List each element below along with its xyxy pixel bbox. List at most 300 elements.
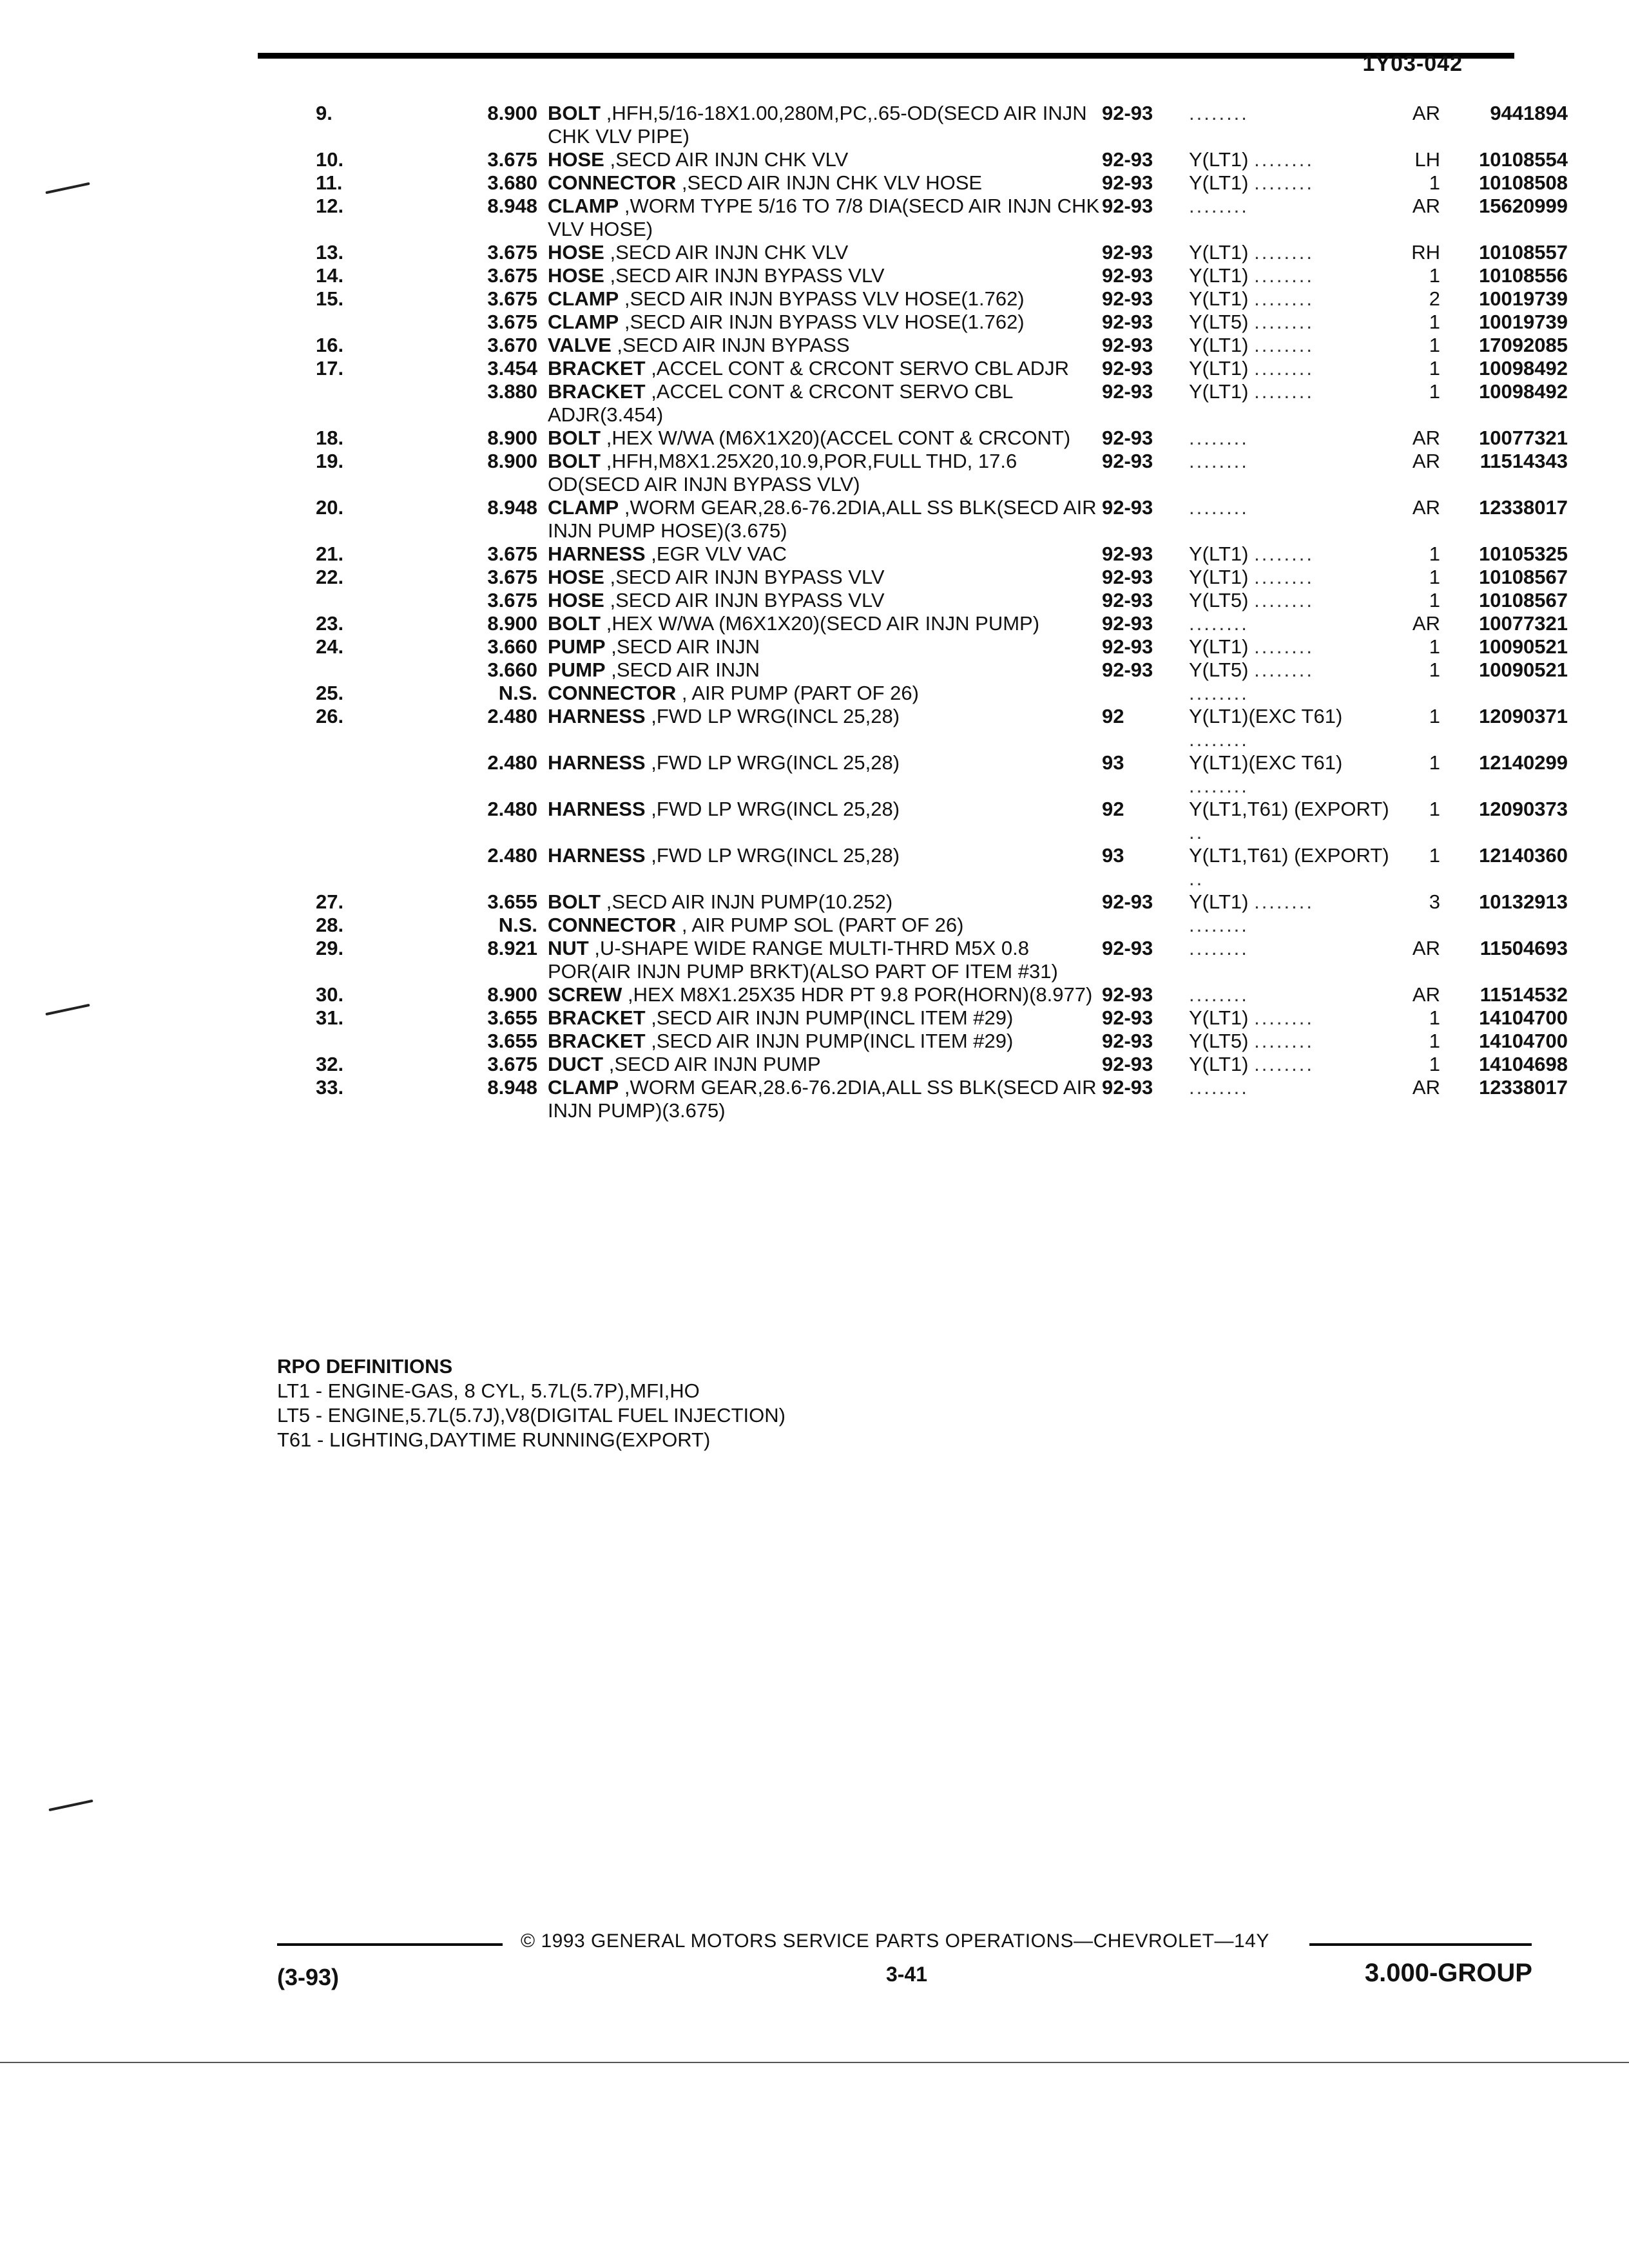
part-name: HOSE [548, 566, 604, 588]
part-detail: ,SECD AIR INJN BYPASS VLV [610, 566, 885, 588]
part-name: CLAMP [548, 496, 619, 519]
part-description [548, 496, 1102, 543]
item-number: 10. [316, 148, 344, 171]
part-name: HOSE [548, 264, 604, 287]
part-number: 10090521 [1479, 635, 1568, 658]
part-detail: ,SECD AIR INJN PUMP(INCL ITEM #29) [651, 1030, 1014, 1052]
part-row [271, 612, 1576, 635]
quantity: RH [1411, 241, 1440, 264]
part-row [271, 844, 1576, 890]
application [1189, 682, 1402, 705]
model-years: 92-93 [1102, 612, 1153, 635]
group-number: 3.675 [487, 311, 537, 333]
part-number: 15620999 [1479, 195, 1568, 217]
part-name: CLAMP [548, 195, 619, 217]
model-years: 92-93 [1102, 1030, 1153, 1052]
leader-dots: ........ [1254, 1053, 1314, 1075]
leader-dots: ........ [1254, 241, 1314, 264]
item-number: 23. [316, 612, 344, 635]
part-detail: ,SECD AIR INJN PUMP(INCL ITEM #29) [651, 1006, 1014, 1029]
quantity: 1 [1429, 334, 1440, 356]
part-number: 10019739 [1479, 287, 1568, 310]
application-code: Y(LT1) [1189, 890, 1249, 913]
model-years: 92 [1102, 798, 1124, 820]
parts-table [271, 102, 1576, 1122]
part-row [271, 496, 1576, 543]
part-description [548, 543, 1102, 566]
leader-dots: ........ [1189, 682, 1249, 704]
leader-dots: ........ [1189, 774, 1249, 797]
top-rule [258, 53, 1514, 59]
group-number: 2.480 [487, 705, 537, 727]
application [1189, 1030, 1402, 1053]
leader-dots: ........ [1254, 589, 1314, 611]
item-number: 30. [316, 983, 344, 1006]
item-number: 13. [316, 241, 344, 264]
part-number: 14104698 [1479, 1053, 1568, 1075]
part-detail: , AIR PUMP (PART OF 26) [681, 682, 919, 704]
part-row [271, 380, 1576, 427]
leader-dots: ........ [1189, 195, 1249, 217]
application-code: Y(LT1)(EXC T61) [1189, 705, 1343, 727]
application [1189, 380, 1402, 427]
quantity: 1 [1429, 635, 1440, 658]
group-number: 3.675 [487, 566, 537, 588]
footer-rule-right [1309, 1943, 1532, 1946]
part-number: 10108556 [1479, 264, 1568, 287]
application-code: Y(LT1,T61) (EXPORT) [1189, 798, 1389, 820]
model-years: 92-93 [1102, 1006, 1153, 1029]
part-description [548, 450, 1102, 496]
model-years: 92-93 [1102, 658, 1153, 681]
leader-dots: ........ [1189, 937, 1249, 959]
part-detail: ,ACCEL CONT & CRCONT SERVO CBL ADJR(3.454) [548, 380, 1013, 426]
page-code: 1Y03-042 [1362, 52, 1463, 76]
application [1189, 450, 1402, 496]
part-detail: ,FWD LP WRG(INCL 25,28) [651, 705, 900, 727]
leader-dots: ........ [1254, 1030, 1314, 1052]
part-row [271, 287, 1576, 311]
part-name: BRACKET [548, 1006, 646, 1029]
part-number: 9441894 [1490, 102, 1568, 124]
part-description [548, 612, 1102, 635]
part-row [271, 195, 1576, 241]
part-row [271, 171, 1576, 195]
part-description [548, 635, 1102, 658]
item-number: 18. [316, 427, 344, 449]
part-number: 17092085 [1479, 334, 1568, 356]
group-number: N.S. [498, 682, 537, 704]
hole-punch-mark [48, 1800, 93, 1811]
application [1189, 311, 1402, 334]
part-name: DUCT [548, 1053, 604, 1075]
part-row [271, 543, 1576, 566]
group-number: 3.675 [487, 589, 537, 611]
application [1189, 566, 1402, 589]
part-description [548, 983, 1102, 1006]
part-row [271, 798, 1576, 844]
rpo-def-lt5: LT5 - ENGINE,5.7L(5.7J),V8(DIGITAL FUEL INJECTION) [277, 1404, 786, 1427]
part-description [548, 1030, 1102, 1053]
part-description [548, 195, 1102, 241]
part-name: HARNESS [548, 751, 646, 774]
model-years: 93 [1102, 751, 1124, 774]
hole-punch-mark [45, 1004, 90, 1015]
part-name: HOSE [548, 148, 604, 171]
group-number: 3.675 [487, 148, 537, 171]
part-description [548, 171, 1102, 195]
part-number: 10105325 [1479, 543, 1568, 565]
part-detail: ,SECD AIR INJN BYPASS [617, 334, 850, 356]
part-name: BOLT [548, 612, 601, 635]
part-name: VALVE [548, 334, 612, 356]
application-code: Y(LT5) [1189, 658, 1249, 681]
part-description [548, 890, 1102, 914]
part-detail: , AIR PUMP SOL (PART OF 26) [681, 914, 964, 936]
model-years: 92-93 [1102, 890, 1153, 913]
item-number [271, 658, 354, 682]
application-code: Y(LT1) [1189, 543, 1249, 565]
application [1189, 334, 1402, 357]
model-years: 92-93 [1102, 450, 1153, 472]
model-years: 92-93 [1102, 241, 1153, 264]
part-description [548, 658, 1102, 682]
application-code: Y(LT1) [1189, 334, 1249, 356]
quantity: AR [1412, 937, 1440, 959]
quantity: AR [1412, 1076, 1440, 1099]
quantity: AR [1412, 427, 1440, 449]
part-number: 11504693 [1480, 937, 1568, 959]
quantity: 1 [1429, 798, 1440, 820]
part-name: BOLT [548, 102, 601, 124]
part-number: 14104700 [1479, 1006, 1568, 1029]
application [1189, 1076, 1402, 1122]
application [1189, 102, 1402, 148]
part-name: NUT [548, 937, 589, 959]
model-years: 92-93 [1102, 195, 1153, 217]
quantity: 1 [1429, 589, 1440, 611]
part-description [548, 380, 1102, 427]
part-description [548, 589, 1102, 612]
part-detail: ,SECD AIR INJN CHK VLV [610, 241, 849, 264]
part-row [271, 890, 1576, 914]
leader-dots: ........ [1189, 983, 1249, 1006]
group-number: 3.670 [487, 334, 537, 356]
part-detail: ,SECD AIR INJN [611, 635, 760, 658]
part-name: HARNESS [548, 543, 646, 565]
quantity: AR [1412, 195, 1440, 217]
group-number: 8.900 [487, 612, 537, 635]
item-number: 9. [316, 102, 333, 124]
part-description [548, 914, 1102, 937]
application-code: Y(LT1) [1189, 241, 1249, 264]
quantity: 1 [1429, 844, 1440, 867]
model-years: 92-93 [1102, 287, 1153, 310]
application [1189, 148, 1402, 171]
group-number: 8.900 [487, 983, 537, 1006]
group-number: 2.480 [487, 751, 537, 774]
item-number: 21. [316, 543, 344, 565]
item-number: 12. [316, 195, 344, 217]
application-code: Y(LT1) [1189, 264, 1249, 287]
part-detail: ,HEX W/WA (M6X1X20)(SECD AIR INJN PUMP) [606, 612, 1040, 635]
quantity: 1 [1429, 658, 1440, 681]
group-number: 3.660 [487, 635, 537, 658]
part-row [271, 450, 1576, 496]
part-detail: ,SECD AIR INJN PUMP(10.252) [606, 890, 893, 913]
item-number [271, 380, 354, 427]
application [1189, 427, 1402, 450]
leader-dots: ........ [1254, 171, 1314, 194]
part-description [548, 1076, 1102, 1122]
part-row [271, 241, 1576, 264]
item-number [271, 589, 354, 612]
group-number: 3.675 [487, 264, 537, 287]
footer-date: (3-93) [277, 1964, 340, 1990]
part-row [271, 148, 1576, 171]
leader-dots: ........ [1254, 635, 1314, 658]
part-description [548, 334, 1102, 357]
part-number: 12338017 [1479, 1076, 1568, 1099]
quantity [1402, 682, 1440, 705]
part-detail: ,HEX W/WA (M6X1X20)(ACCEL CONT & CRCONT) [606, 427, 1071, 449]
group-number: 3.880 [487, 380, 537, 403]
quantity: 1 [1429, 751, 1440, 774]
quantity: 3 [1429, 890, 1440, 913]
part-number: 10098492 [1479, 380, 1568, 403]
model-years: 92-93 [1102, 311, 1153, 333]
item-number: 19. [316, 450, 344, 472]
quantity: 2 [1429, 287, 1440, 310]
model-years: 92-93 [1102, 357, 1153, 380]
model-years [1102, 682, 1189, 705]
application [1189, 287, 1402, 311]
quantity [1402, 914, 1440, 937]
part-detail: ,ACCEL CONT & CRCONT SERVO CBL ADJR [651, 357, 1070, 380]
item-number: 26. [316, 705, 344, 727]
group-number: 3.675 [487, 543, 537, 565]
part-name: CONNECTOR [548, 682, 677, 704]
model-years: 92-93 [1102, 566, 1153, 588]
part-row [271, 1006, 1576, 1030]
application-code: Y(LT1) [1189, 287, 1249, 310]
leader-dots: ........ [1254, 890, 1314, 913]
part-detail: ,WORM GEAR,28.6-76.2DIA,ALL SS BLK(SECD AIR INJN PUMP HOSE)(3.675) [548, 496, 1097, 542]
footer-group: 3.000-GROUP [1364, 1959, 1532, 1987]
quantity: 1 [1429, 311, 1440, 333]
part-detail: ,SECD AIR INJN CHK VLV HOSE [681, 171, 983, 194]
model-years: 92-93 [1102, 589, 1153, 611]
group-number: 8.948 [487, 195, 537, 217]
item-number [271, 798, 354, 844]
part-row [271, 1053, 1576, 1076]
part-name: HOSE [548, 589, 604, 611]
part-description [548, 844, 1102, 890]
part-number: 14104700 [1479, 1030, 1568, 1052]
part-row [271, 705, 1576, 751]
application-code: Y(LT1) [1189, 635, 1249, 658]
application [1189, 171, 1402, 195]
model-years: 92 [1102, 705, 1124, 727]
quantity: 1 [1429, 357, 1440, 380]
part-name: BRACKET [548, 380, 646, 403]
item-number: 31. [316, 1006, 344, 1029]
application [1189, 937, 1402, 983]
part-number: 10108567 [1479, 566, 1568, 588]
application [1189, 705, 1402, 751]
leader-dots: ........ [1254, 1006, 1314, 1029]
model-years: 92-93 [1102, 380, 1153, 403]
item-number: 17. [316, 357, 344, 380]
item-number: 14. [316, 264, 344, 287]
part-detail: ,SECD AIR INJN BYPASS VLV [610, 589, 885, 611]
part-row [271, 682, 1576, 705]
part-detail: ,U-SHAPE WIDE RANGE MULTI-THRD M5X 0.8 POR(AIR INJN PUMP BRKT)(ALSO PART OF ITEM #31) [548, 937, 1058, 983]
model-years: 92-93 [1102, 983, 1153, 1006]
model-years: 92-93 [1102, 334, 1153, 356]
part-description [548, 1053, 1102, 1076]
part-description [548, 705, 1102, 751]
part-number: 10108508 [1479, 171, 1568, 194]
part-name: CONNECTOR [548, 914, 677, 936]
application-code: Y(LT1) [1189, 566, 1249, 588]
part-number [1440, 914, 1576, 937]
hole-punch-mark [45, 182, 90, 194]
part-description [548, 1006, 1102, 1030]
part-row [271, 937, 1576, 983]
item-number: 11. [316, 171, 343, 194]
part-row [271, 264, 1576, 287]
leader-dots: ........ [1254, 264, 1314, 287]
application-code: Y(LT1) [1189, 1053, 1249, 1075]
application [1189, 798, 1402, 844]
part-row [271, 311, 1576, 334]
part-number: 12140360 [1479, 844, 1568, 867]
quantity: 1 [1429, 705, 1440, 727]
part-description [548, 798, 1102, 844]
part-detail: ,SECD AIR INJN BYPASS VLV HOSE(1.762) [624, 311, 1025, 333]
group-number: 3.680 [487, 171, 537, 194]
quantity: AR [1412, 496, 1440, 519]
part-description [548, 241, 1102, 264]
application [1189, 635, 1402, 658]
part-row [271, 983, 1576, 1006]
part-row [271, 635, 1576, 658]
item-number: 28. [316, 914, 344, 936]
application [1189, 751, 1402, 798]
application [1189, 1053, 1402, 1076]
quantity: AR [1412, 450, 1440, 472]
rpo-definitions [277, 1354, 786, 1452]
item-number [271, 311, 354, 334]
group-number: 3.454 [487, 357, 537, 380]
bottom-rule [0, 2062, 1629, 2063]
leader-dots: ........ [1254, 148, 1314, 171]
part-number: 12338017 [1479, 496, 1568, 519]
footer-rule-left [277, 1943, 503, 1946]
quantity: 1 [1429, 543, 1440, 565]
group-number: 3.655 [487, 890, 537, 913]
model-years: 92-93 [1102, 102, 1153, 124]
group-number: 3.675 [487, 287, 537, 310]
part-detail: ,WORM GEAR,28.6-76.2DIA,ALL SS BLK(SECD AIR INJN PUMP)(3.675) [548, 1076, 1097, 1122]
part-name: HARNESS [548, 844, 646, 867]
application [1189, 496, 1402, 543]
part-row [271, 566, 1576, 589]
group-number: 3.675 [487, 1053, 537, 1075]
application-code: Y(LT1,T61) (EXPORT) [1189, 844, 1389, 867]
group-number: 8.900 [487, 450, 537, 472]
part-description [548, 148, 1102, 171]
quantity: AR [1412, 983, 1440, 1006]
group-number: 8.948 [487, 496, 537, 519]
part-detail: ,HFH,M8X1.25X20,10.9,POR,FULL THD, 17.6 OD(SECD AIR INJN BYPASS VLV) [548, 450, 1017, 495]
part-detail: ,SECD AIR INJN BYPASS VLV HOSE(1.762) [624, 287, 1025, 310]
part-number [1440, 682, 1576, 705]
quantity: 1 [1429, 380, 1440, 403]
group-number: 3.660 [487, 658, 537, 681]
item-number [271, 844, 354, 890]
part-row [271, 334, 1576, 357]
model-years: 93 [1102, 844, 1124, 867]
leader-dots: ........ [1254, 658, 1314, 681]
part-row [271, 589, 1576, 612]
part-name: SCREW [548, 983, 622, 1006]
part-row [271, 914, 1576, 937]
application [1189, 1006, 1402, 1030]
part-description [548, 751, 1102, 798]
application-code: Y(LT1)(EXC T61) [1189, 751, 1343, 774]
group-number: 8.900 [487, 102, 537, 124]
part-name: BRACKET [548, 357, 646, 380]
part-description [548, 937, 1102, 983]
leader-dots: ........ [1189, 427, 1249, 449]
leader-dots: ........ [1189, 728, 1249, 751]
part-row [271, 1030, 1576, 1053]
part-name: HOSE [548, 241, 604, 264]
group-number: 2.480 [487, 798, 537, 820]
application [1189, 195, 1402, 241]
part-description [548, 311, 1102, 334]
quantity: 1 [1429, 1030, 1440, 1052]
quantity: 1 [1429, 566, 1440, 588]
quantity: AR [1412, 612, 1440, 635]
leader-dots: ........ [1189, 102, 1249, 124]
group-number: 8.921 [487, 937, 537, 959]
leader-dots: ........ [1189, 914, 1249, 936]
application [1189, 241, 1402, 264]
part-detail: ,FWD LP WRG(INCL 25,28) [651, 798, 900, 820]
leader-dots: ........ [1254, 357, 1314, 380]
application-code: Y(LT1) [1189, 148, 1249, 171]
part-row [271, 751, 1576, 798]
leader-dots: ........ [1189, 450, 1249, 472]
part-number: 10108554 [1479, 148, 1568, 171]
application [1189, 983, 1402, 1006]
part-name: CLAMP [548, 287, 619, 310]
part-description [548, 682, 1102, 705]
model-years: 92-93 [1102, 1076, 1153, 1099]
leader-dots: ........ [1254, 566, 1314, 588]
part-number: 12090373 [1479, 798, 1568, 820]
item-number [271, 1030, 354, 1053]
application [1189, 264, 1402, 287]
item-number: 24. [316, 635, 344, 658]
application [1189, 658, 1402, 682]
part-name: CLAMP [548, 311, 619, 333]
model-years: 92-93 [1102, 1053, 1153, 1075]
group-number: 3.655 [487, 1030, 537, 1052]
